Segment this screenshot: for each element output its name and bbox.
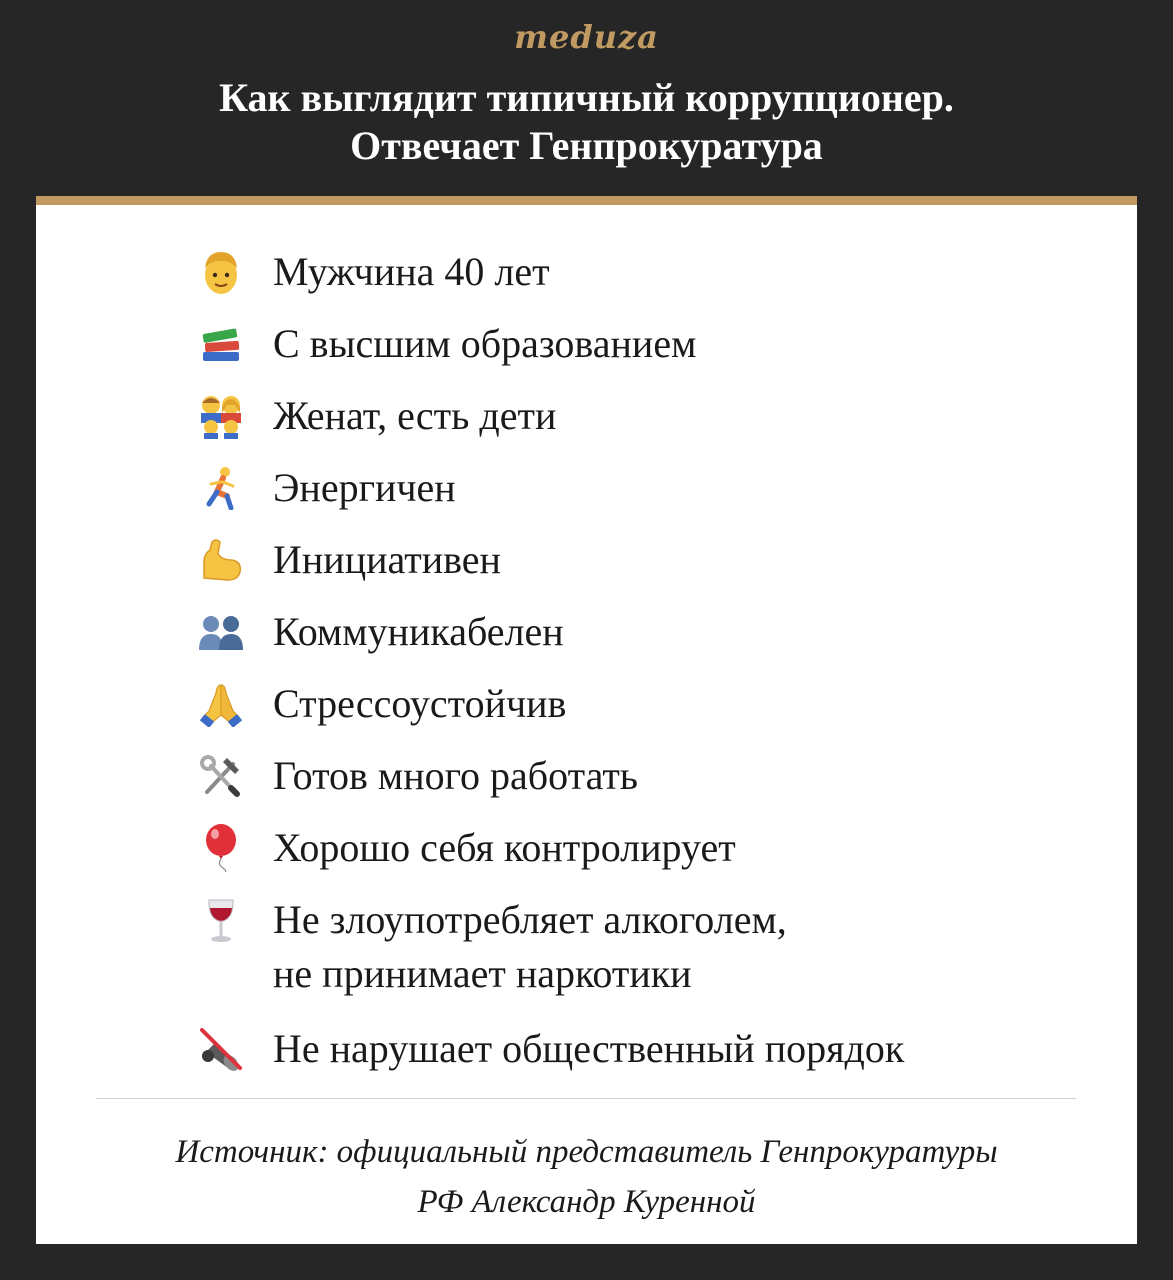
runner-icon (196, 464, 246, 512)
item-text: Не нарушает общественный порядок (273, 1026, 905, 1071)
item-text: Стрессоустойчив (273, 681, 567, 726)
books-icon (196, 320, 246, 368)
profile-card (36, 196, 1137, 1244)
flexed-biceps-icon (196, 536, 246, 584)
source-caption (36, 1127, 1137, 1227)
source-line-1: Источник: официальный представитель Генпрокуратуры (175, 1134, 998, 1170)
hammer-wrench-icon (196, 752, 246, 800)
item-text: С высшим образованием (273, 321, 697, 366)
item-text: Энергичен (273, 465, 456, 510)
item-text-line-2: не принимает наркотики (273, 951, 692, 996)
item-text: Мужчина 40 лет (273, 249, 550, 294)
page-title (0, 74, 1173, 170)
title-line-1: Как выглядит типичный коррупционер. (219, 75, 954, 120)
folded-hands-icon (196, 680, 246, 728)
wine-glass-icon (196, 896, 246, 944)
item-text: Женат, есть дети (273, 393, 557, 438)
item-text: Инициативен (273, 537, 501, 582)
item-text: Коммуникабелен (273, 609, 564, 654)
item-text: Готов много работать (273, 753, 639, 798)
title-line-2: Отвечает Генпрокуратура (350, 123, 823, 168)
two-people-icon (196, 608, 246, 656)
source-line-2: РФ Александр Куренной (417, 1184, 756, 1220)
balloon-icon (196, 824, 246, 872)
man-face-icon (196, 248, 246, 296)
item-text: Не злоупотребляет алкоголем, (273, 897, 787, 942)
divider (96, 1098, 1076, 1099)
meduza-logo: meduza (514, 18, 659, 56)
family-icon (196, 392, 246, 440)
item-text: Хорошо себя контролирует (273, 825, 736, 870)
muted-speaker-icon (196, 1025, 246, 1073)
